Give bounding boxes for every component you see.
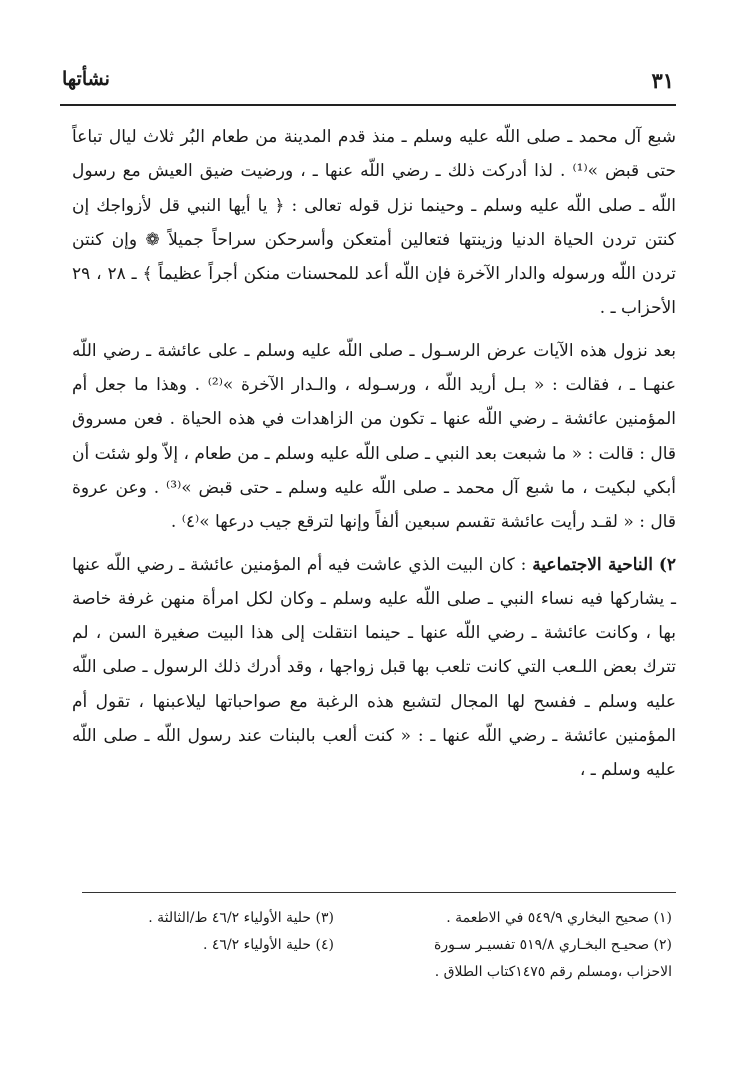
page-number: ٣١: [651, 68, 674, 93]
main-text: [72, 120, 676, 788]
footnote-divider: [82, 892, 676, 893]
list-item-number: ٢): [658, 554, 676, 575]
footnotes-column-right: [332, 905, 672, 986]
paragraph-3: [72, 548, 676, 788]
footnote-2-continuation: الاحزاب ،ومسلم رقم ١٤٧٥كتاب الطلاق .: [434, 964, 672, 980]
footnote-1: (١) صحيح البخاري ٥٤٩/٩ في الاطعمة .: [446, 910, 672, 926]
paragraph-2: بعد نزول هذه الآيات عرض الرسـول ـ صلى اللّه عليه وسلم ـ على عائشة ـ رضي اللّه عنهـا ـ ، فقالت : « بـل أريد اللّه ، ورسـوله ، والـدار الآخرة »⁽²⁾ . وهذا ما جعل أم المؤمنين عائشة ـ رضي اللّه عنها ـ تكون من الزاهدات في هذه الحياة . فعن مسروق قال : قالت : « ما شبعت بعد النبي ـ صلى اللّه عليه وسلم ـ من طعام ، إلاّ ولو شئت أن أبكي لبكيت ، ما شبع آل محمد ـ صلى اللّه عليه وسلم ـ حتى قبض »⁽³⁾ . وعن عروة قال : « لقـد رأيت عائشة تقسم سبعين ألفاً وإنها لترقع جيب درعها »⁽٤⁾ .: [72, 340, 676, 533]
footnotes-column-left: [74, 905, 334, 959]
running-title: نشأتها: [62, 68, 110, 90]
footnote-4: (٤) حلية الأولياء ٤٦/٢ .: [203, 937, 334, 953]
paragraph-1: شبع آل محمد ـ صلى اللّه عليه وسلم ـ منذ قدم المدينة من طعام البُر ثلاث ليال تباعاً حتى قبض »⁽¹⁾ . لذا أدركت ذلك ـ رضي اللّه عنها ـ ، ورضيت ضيق العيش مع رسول اللّه ـ صلى اللّه عليه وسلم ـ وحينما نزل قوله تعالى : ﴿ يا أيها النبي قل لأزواجك إن كنتن تردن الحياة الدنيا وزينتها فتعالين أمتعكن وأسرحكن سراحاً جميلاً ❁ وإن كنتن تردن اللّه ورسوله والدار الآخرة فإن اللّه أعد للمحسنات منكن أجراً عظيماً ﴾ ـ ٢٨ ، ٢٩ الأحزاب ـ .: [72, 127, 676, 319]
footnote-3: (٣) حلية الأولياء ٤٦/٢ ط/الثالثة .: [148, 910, 334, 926]
footnote-2: (٢) صحيـح البخـاري ٥١٩/٨ تفسيـر سـورة: [434, 937, 672, 953]
header-divider: [60, 104, 676, 106]
section-heading: الناحية الاجتماعية: [532, 554, 653, 575]
paragraph-3-text: : كان البيت الذي عاشت فيه أم المؤمنين عائشة ـ رضي اللّه عنها ـ يشاركها فيه نساء النبي ـ صلى اللّه عليه وسلم ـ وكان لكل امرأة منهن غرفة خاصة بها ، وكانت عائشة ـ رضي اللّه عنها ـ حينما انتقلت إلى هذا البيت صغيرة السن ، لم تترك بعض اللـعب التي كانت تلعب بها قبل زواجها ، وقد أدرك ذلك الرسول ـ صلى اللّه عليه وسلم ـ ففسح لها المجال لتشبع هذه الرغبة مع صواحباتها ليلاعبنها ، تقول أم المؤمنين عائشة ـ رضي اللّه عنها ـ : « كنت ألعب بالبنات عند رسول اللّه ـ صلى اللّه عليه وسلم ـ ،: [72, 554, 677, 781]
